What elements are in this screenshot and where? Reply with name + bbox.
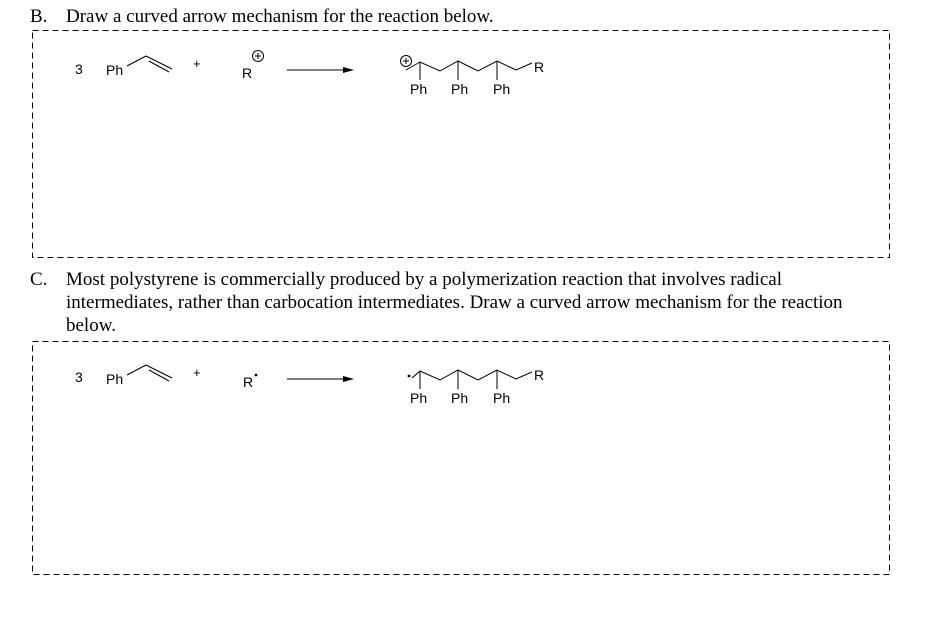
section-c-coefficient: 3 [75, 369, 83, 385]
section-c-styrene-bonds [127, 365, 172, 381]
section-b-product-ph-1: Ph [410, 81, 428, 97]
section-c-reaction-arrow-icon [287, 376, 354, 382]
section-b-prompt: Draw a curved arrow mechanism for the reaction below. [66, 6, 494, 27]
section-b-product-end-label: R [534, 59, 545, 75]
section-b-letter: B. [30, 6, 48, 27]
section-c-product-chain [412, 370, 532, 389]
section-c-initiator-radical-dot-icon [255, 374, 258, 377]
section-c-product-ph-3: Ph [493, 390, 511, 406]
section-c-product-ph-1: Ph [410, 390, 428, 406]
section-c-initiator-label: R [243, 374, 254, 390]
section-b-phenyl-label: Ph [106, 62, 124, 78]
section-b-product-ph-2: Ph [451, 81, 469, 97]
section-b-product-ph-3: Ph [493, 81, 511, 97]
section-c-plus-sign: + [193, 365, 201, 380]
section-c-phenyl-label: Ph [106, 371, 124, 387]
section-c-product-end-label: R [534, 367, 545, 383]
section-c-prompt-line-1: Most polystyrene is commercially produced by a polymerization reaction that involves radical [66, 269, 782, 290]
section-c-product-radical-dot-icon [408, 375, 411, 378]
section-c-prompt-line-3: below. [66, 315, 116, 336]
section-b-initiator-label: R [242, 65, 253, 81]
section-c-product-ph-2: Ph [451, 390, 469, 406]
section-b-coefficient: 3 [75, 61, 83, 77]
section-b-plus-sign: + [193, 56, 201, 71]
section-c-letter: C. [30, 269, 48, 290]
section-c-prompt-line-2: intermediates, rather than carbocation intermediates. Draw a curved arrow mechanism for the reaction [66, 292, 843, 313]
